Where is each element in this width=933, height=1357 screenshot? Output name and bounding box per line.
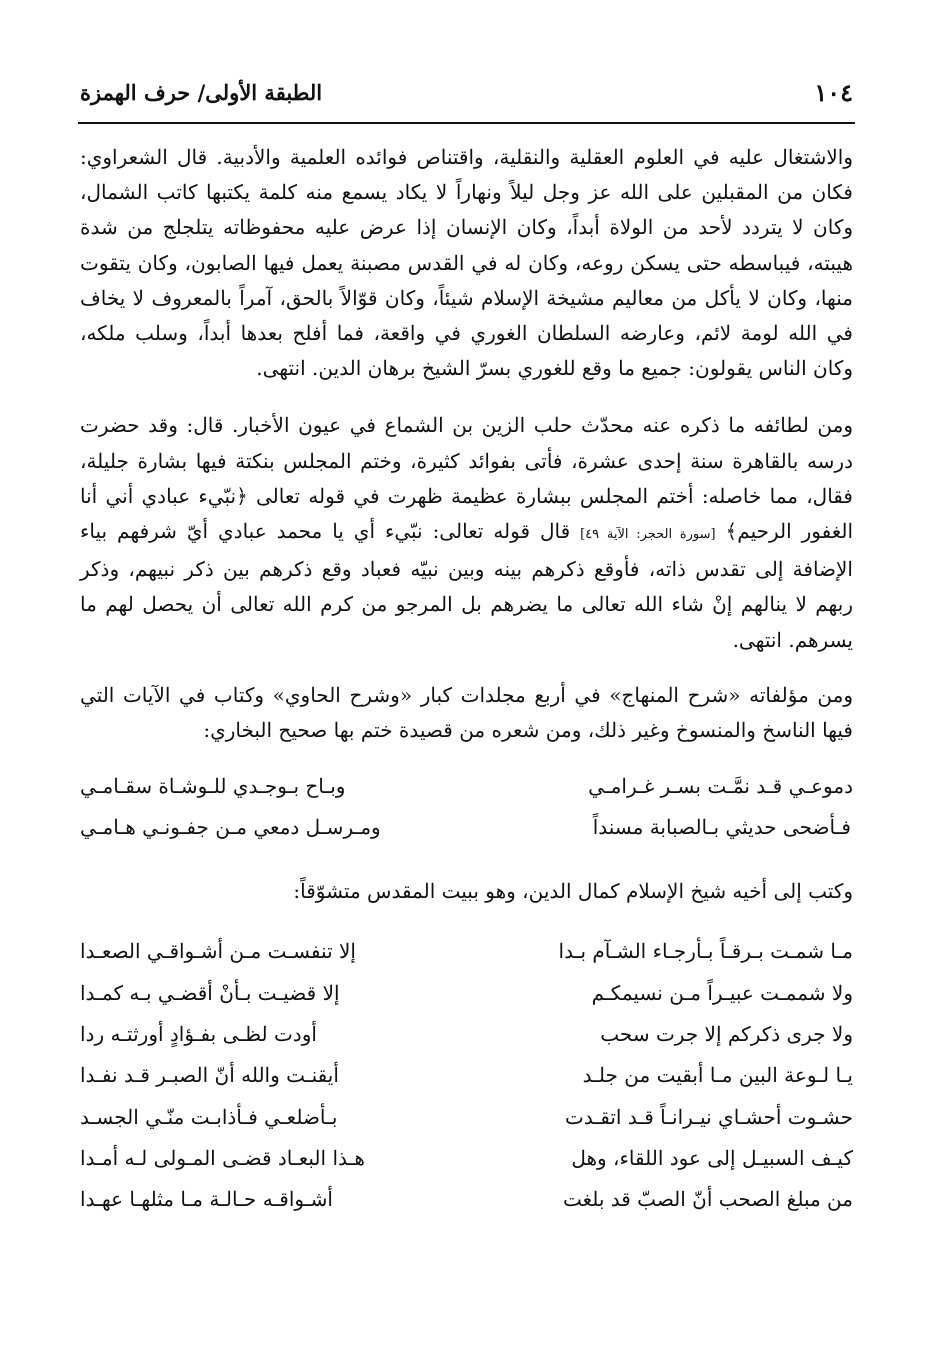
verse-second-hemistich: أودت لظـى بفـؤادٍ أورثتـه ردا [80,1022,317,1047]
verse-first-hemistich: حشـوت أحشـاي نيـرانـاً قـد اتقـدت [565,1104,853,1129]
paragraph-biography: والاشتغال عليه في العلوم العقلية والنقلية، واقتناص فوائده العلمية والأدبية. قال الشعراوي: فكان من المقبلين على الله عز وجل ليلاً ونهاراً لا يكاد يسمع منه كلمة يكتبها كاتب الشمال، وكان لا يتردد لأحد من الولاة أبداً، وكان الإنسان إذا عرض عليه محفوظاته يتلجلج من شدة هيبته، فيباسطه حتى يسكن روعه، وكان له في القدس مصبنة يعمل فيها الصابون، وكان يتقوت منها، وكان لا يأكل من معاليم مشيخة الإسلام شيئاً، وكان قوّالاً بالحق، آمراً بالمعروف لا يخاف في الله لومة لائم، وعارضه السلطان الغوري في واقعة، فما أفلح بعدها أبداً، وسلب ملكه، وكان الناس يقولون: جميع ما وقع للغوري بسرّ الشيخ برهان الدين. انتهى. [80,145,853,381]
verse-second-hemistich: وبـاح بـوجـدي للـوشـاة سقـامـي [80,774,346,799]
page-number: ١٠٤ [814,78,853,107]
anecdote-text-before: ومن لطائفه ما ذكره عنه محدّث حلب الزين بن الشماع في عيون الأخبار. قال: وقد حضرت درسه بالقاهرة سنة إحدى عشرة، فأتى بفوائد كثيرة، وختم المجلس بنكتة فيها بشارة جليلة، فقال، مما خاصله: أختم المجلس ببشارة عظيمة ظهرت في قوله تعالى ﴿نبّيء عبادي أني أنا الغفور الرحيم﴾ [80,413,854,544]
verse-first-hemistich: فـأضحى حديثي بـالصبابة مسنداً [592,815,851,840]
verse-first-hemistich: كيـف السبيـل إلى عود اللقاء، وهل [571,1145,853,1170]
verse-first-hemistich: ولا شممـت عبيـراً مـن نسيمكـم [591,980,853,1005]
verse-second-hemistich: ومـرسـل دمعي مـن جفـونـي هـامـي [80,815,381,840]
verse-line [80,1179,853,1220]
verse-first-hemistich: ولا جرى ذكركم إلا جرت سحب [600,1022,853,1047]
verse-first-hemistich: من مبلغ الصحب أنّ الصبّ قد بلغت [562,1187,853,1212]
page-body [80,140,853,1221]
verse-line [80,931,853,972]
verse-line [80,1055,853,1096]
verse-line [80,1138,853,1179]
paragraph-works: ومن مؤلفاته «شرح المنهاج» في أربع مجلدات كبار «وشرح الحاوي» وكتاب في الآيات التي فيها الناسخ والمنسوخ وغير ذلك، ومن شعره من قصيدة ختم بها صحيح البخاري: [80,682,854,743]
verse-line [80,807,853,848]
verse-line [80,766,853,807]
paragraph-letter-intro: وكتب إلى أخيه شيخ الإسلام كمال الدين، وهو ببيت المقدس متشوّقاً: [293,879,853,904]
verse-second-hemistich: أيقنـت والله أنّ الصبـر قـد نفـدا [80,1063,339,1088]
paragraph-anecdote [80,408,853,657]
verse-second-hemistich: إلا تنفسـت مـن أشـواقـي الصعـدا [80,939,356,964]
verse-first-hemistich: دموعـي قـد نمَّـت بسـر غـرامـي [588,774,853,799]
page-header [80,78,853,118]
quran-reference: [سورة الحجر: الآية ٤٩] [580,527,716,543]
verse-second-hemistich: إلا قضيـت بـأنْ أقضـي بـه كمـدا [80,980,340,1005]
verse-second-hemistich: أشـواقـه حـالـة مـا مثلهـا عهـدا [80,1187,333,1212]
poem-second [80,931,853,1220]
verse-line [80,973,853,1014]
poem-first [80,766,853,848]
verse-first-hemistich: يـا لـوعة البين مـا أبقيت من جلـد [582,1063,853,1088]
verse-second-hemistich: هـذا البعـاد قضـى المـولى لـه أمـدا [80,1145,365,1170]
verse-first-hemistich: مـا شمـت بـرقـاً بـأرجـاء الشـآم بـدا [558,939,853,964]
verse-line [80,1097,853,1138]
running-title: الطبقة الأولى/ حرف الهمزة [80,80,323,105]
anecdote-text-after: قال قوله تعالى: نبّيء أي يا محمد عبادي أيّ شرفهم بياء الإضافة إلى تقدس ذاته، فأوقع ذكرهم بينه وبين نبيّه فعباد وقع ذكرهم بين ذكر نبيهم، وذكر ربهم لا ينالهم إنْ شاء الله تعالى ما يضرهم بل المرجو من كرم الله تعالى أن يحصل لهم ما يسرهم. انتهى. [80,519,854,652]
verse-line [80,1014,853,1055]
verse-second-hemistich: بـأضلعـي فـأذابـت منّـي الجسـد [80,1104,338,1129]
header-rule [78,122,855,124]
